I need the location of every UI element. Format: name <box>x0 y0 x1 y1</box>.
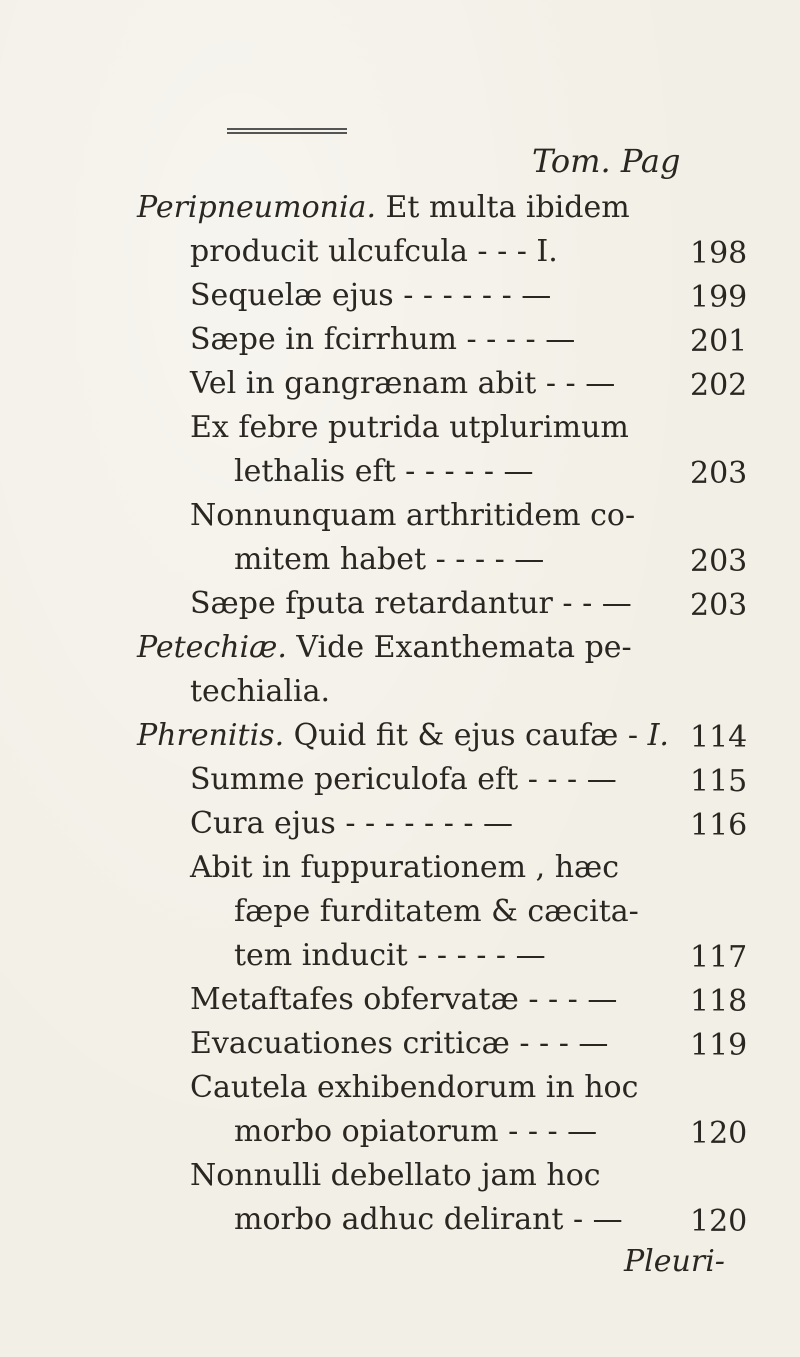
entry-page-number: 116 <box>690 808 748 843</box>
entry-rest: Et multa ibidem <box>385 190 630 225</box>
entry-text: techialia. <box>190 674 331 709</box>
entry-page-number: 199 <box>690 280 748 315</box>
entry-page-number: 201 <box>690 324 748 359</box>
entry-page-number: 115 <box>690 764 748 799</box>
entry-text: Abit in fuppurationem , hæc <box>190 850 620 885</box>
entry-text-phrenitis <box>137 716 669 756</box>
entry-text: Metaftafes obfervatæ - - - — <box>190 982 618 1017</box>
entry-text: tem inducit - - - - - — <box>234 938 546 973</box>
entry-text: morbo adhuc delirant - — <box>234 1202 623 1237</box>
entry-text: Vel in gangrænam abit - - — <box>190 366 616 401</box>
entry-rest: Vide Exanthemata pe- <box>296 630 632 665</box>
header-rule <box>227 128 347 134</box>
entry-text: Sæpe fputa retardantur - - — <box>190 586 632 621</box>
entry-page-number: 117 <box>690 940 748 975</box>
entry-page-number: 202 <box>690 368 748 403</box>
entry-text: Ex febre putrida utplurimum <box>190 410 629 445</box>
entry-page-number: 198 <box>690 236 748 271</box>
entry-text: Cautela exhibendorum in hoc <box>190 1070 639 1105</box>
entry-page-number: 114 <box>690 720 748 755</box>
entry-page-number: 203 <box>690 544 748 579</box>
entry-text: Nonnunquam arthritidem co- <box>190 498 636 533</box>
entry-text: Summe periculofa eft - - - — <box>190 762 617 797</box>
entry-keyword-phrenitis: Phrenitis. <box>137 718 285 753</box>
column-header-tom-pag: Tom. Pag <box>532 142 681 180</box>
entry-keyword-peripneumonia: Peripneumonia. <box>137 190 376 225</box>
entry-page-number: 120 <box>690 1204 748 1239</box>
entry-page-number: 118 <box>690 984 748 1019</box>
entry-text: Cura ejus - - - - - - - — <box>190 806 514 841</box>
entry-text: Sequelæ ejus - - - - - - — <box>190 278 552 313</box>
entry-text: Evacuationes criticæ - - - — <box>190 1026 609 1061</box>
entry-keyword-petechiae: Petechiæ. <box>137 630 287 665</box>
entry-text-peripneumonia <box>137 188 630 228</box>
entry-text: lethalis eft - - - - - — <box>234 454 534 489</box>
entry-text: Sæpe in fcirrhum - - - - — <box>190 322 576 357</box>
catchword: Pleuri- <box>624 1244 725 1279</box>
entry-rest: Quid fit & ejus caufæ - I. <box>293 718 669 753</box>
entry-text: mitem habet - - - - — <box>234 542 545 577</box>
entry-text: producit ulcufcula - - - I. <box>190 234 558 269</box>
entry-page-number: 203 <box>690 588 748 623</box>
entry-page-number: 119 <box>690 1028 748 1063</box>
entry-text: morbo opiatorum - - - — <box>234 1114 598 1149</box>
entry-page-number: 120 <box>690 1116 748 1151</box>
entry-text-petechiae <box>137 628 632 668</box>
entry-text: Nonnulli debellato jam hoc <box>190 1158 601 1193</box>
entry-page-number: 203 <box>690 456 748 491</box>
entry-text: fæpe furditatem & cæcita- <box>234 894 639 929</box>
